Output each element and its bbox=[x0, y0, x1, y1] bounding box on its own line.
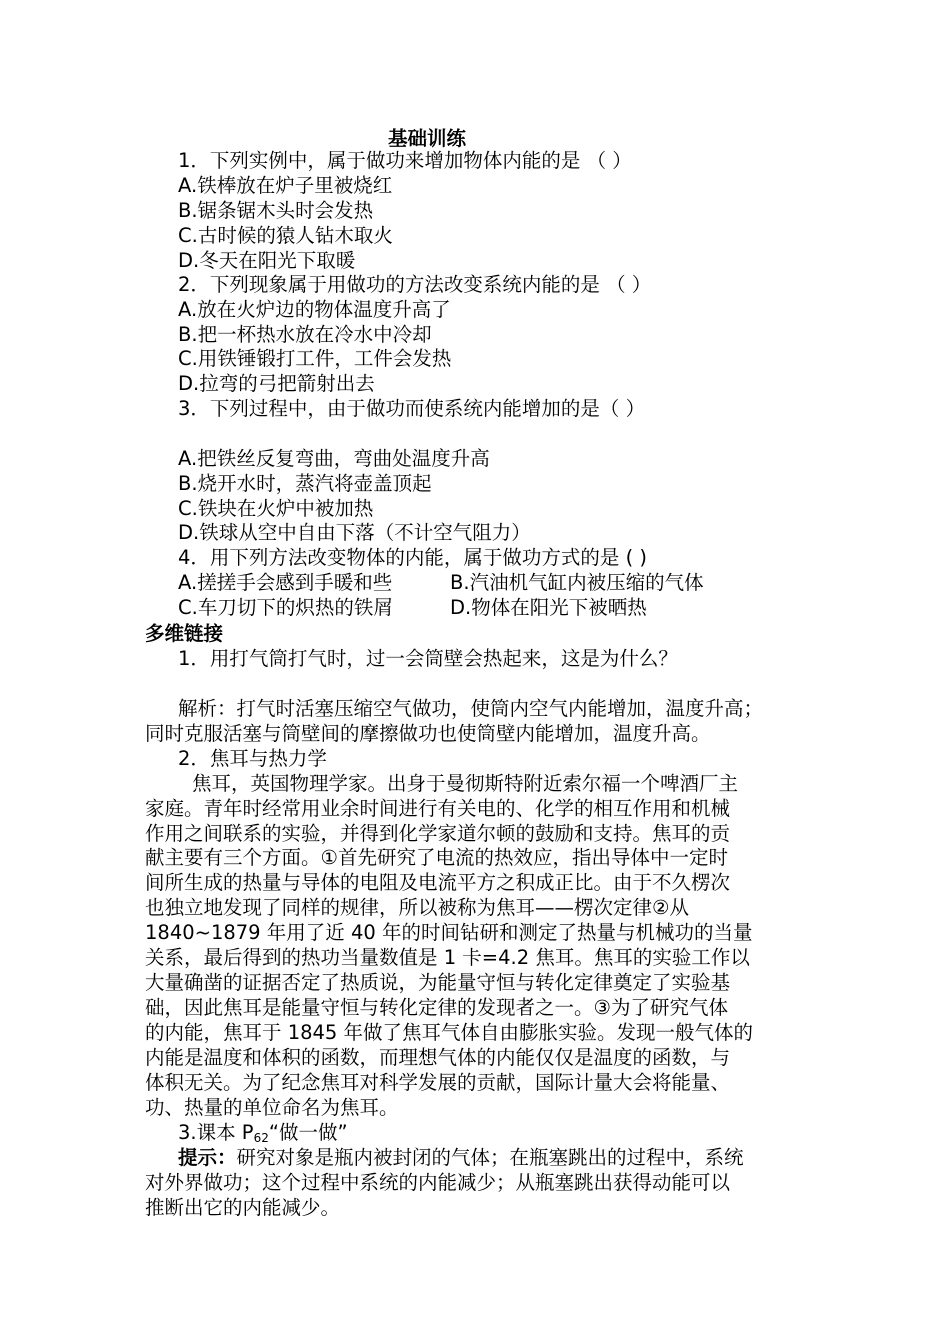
section-title-multi-link: 多维链接 bbox=[145, 622, 224, 645]
question-4-stem: 4．用下列方法改变物体的内能，属于做功方式的是 ( ) bbox=[178, 546, 648, 569]
link-1-analysis-line-2: 同时克服活塞与筒壁间的摩擦做功也使筒壁内能增加，温度升高。 bbox=[145, 722, 711, 745]
question-3-option-d: D.铁球从空中自由下落（不计空气阻力） bbox=[178, 521, 531, 544]
question-2-stem: 2．下列现象属于用做功的方法改变系统内能的是 （ ） bbox=[178, 273, 652, 296]
hint-text: 研究对象是瓶内被封闭的气体；在瓶塞跳出的过程中，系统 bbox=[236, 1146, 744, 1169]
link-3-hint-line-1 bbox=[178, 1146, 744, 1170]
question-2-option-a: A.放在火炉边的物体温度升高了 bbox=[178, 298, 451, 321]
link-1-question: 1．用打气筒打气时，过一会筒壁会热起来，这是为什么？ bbox=[178, 647, 678, 670]
link-3-hint-line-2: 对外界做功；这个过程中系统的内能减少；从瓶塞跳出获得动能可以 bbox=[145, 1171, 731, 1194]
joule-paragraph-line: 献主要有三个方面。①首先研究了电流的热效应，指出导体中一定时 bbox=[145, 846, 728, 869]
question-2-option-d: D.拉弯的弓把箭射出去 bbox=[178, 372, 375, 395]
question-4-options-row-2 bbox=[178, 596, 647, 620]
joule-paragraph-line: 体积无关。为了纪念焦耳对科学发展的贡献，国际计量大会将能量、 bbox=[145, 1071, 731, 1094]
joule-paragraph-line: 的内能，焦耳于 1845 年做了焦耳气体自由膨胀实验。发现一般气体的 bbox=[145, 1021, 754, 1044]
joule-paragraph-line: 家庭。青年时经常用业余时间进行有关电的、化学的相互作用和机械 bbox=[145, 797, 731, 820]
link-3-heading-page-subscript: 62 bbox=[253, 1131, 269, 1145]
joule-paragraph-line: 功、热量的单位命名为焦耳。 bbox=[145, 1096, 399, 1119]
question-4-option-c: C.车刀切下的炽热的铁屑 bbox=[178, 596, 393, 619]
question-3-stem: 3．下列过程中，由于做功而使系统内能增加的是（ ） bbox=[178, 397, 646, 420]
link-1-analysis-line-1: 解析：打气时活塞压缩空气做功，使筒内空气内能增加，温度升高； bbox=[178, 697, 764, 720]
question-3-option-b: B.烧开水时，蒸汽将壶盖顶起 bbox=[178, 472, 432, 495]
question-4-option-b: B.汽油机气缸内被压缩的气体 bbox=[450, 571, 704, 594]
link-3-heading-suffix: “做一做” bbox=[268, 1121, 348, 1144]
link-2-heading: 2．焦耳与热力学 bbox=[178, 747, 327, 770]
question-4-option-a: A.搓搓手会感到手暖和些 bbox=[178, 571, 393, 594]
question-4-options-row-1 bbox=[178, 571, 704, 595]
joule-paragraph-line: 也独立地发现了同样的规律，所以被称为焦耳——楞次定律②从 bbox=[145, 896, 689, 919]
question-1-option-a: A.铁棒放在炉子里被烧红 bbox=[178, 174, 393, 197]
joule-paragraph-line: 关系，最后得到的热功当量数值是 1 卡=4.2 焦耳。焦耳的实验工作以 bbox=[145, 946, 750, 969]
joule-paragraph-line: 大量确凿的证据否定了热质说，为能量守恒与转化定律奠定了实验基 bbox=[145, 971, 731, 994]
question-2-option-b: B.把一杯热水放在冷水中冷却 bbox=[178, 323, 432, 346]
joule-paragraph-line: 内能是温度和体积的函数，而理想气体的内能仅仅是温度的函数，与 bbox=[145, 1046, 731, 1069]
question-1-option-c: C.古时候的猿人钻木取火 bbox=[178, 224, 393, 247]
link-3-hint-line-3: 推断出它的内能减少。 bbox=[145, 1196, 341, 1219]
joule-paragraph-line: 础，因此焦耳是能量守恒与转化定律的发现者之一。③为了研究气体 bbox=[145, 996, 728, 1019]
section-title-basic-training: 基础训练 bbox=[388, 127, 467, 150]
joule-paragraph-line: 作用之间联系的实验，并得到化学家道尔顿的鼓励和支持。焦耳的贡 bbox=[145, 822, 731, 845]
question-1-option-d: D.冬天在阳光下取暖 bbox=[178, 249, 356, 272]
question-3-option-a: A.把铁丝反复弯曲，弯曲处温度升高 bbox=[178, 447, 490, 470]
question-2-option-c: C.用铁锤锻打工件，工件会发热 bbox=[178, 347, 452, 370]
question-3-option-c: C.铁块在火炉中被加热 bbox=[178, 497, 374, 520]
joule-paragraph-line: 1840~1879 年用了近 40 年的时间钻研和测定了热量与机械功的当量 bbox=[145, 921, 753, 944]
joule-paragraph-line: 间所生成的热量与导体的电阻及电流平方之积成正比。由于不久楞次 bbox=[145, 871, 731, 894]
question-1-option-b: B.锯条锯木头时会发热 bbox=[178, 199, 374, 222]
link-3-heading-prefix: 3.课本 P bbox=[178, 1121, 254, 1144]
question-1-stem: 1．下列实例中，属于做功来增加物体内能的是 （ ） bbox=[178, 149, 632, 172]
question-4-option-d: D.物体在阳光下被晒热 bbox=[450, 596, 647, 619]
joule-paragraph-line: 焦耳，英国物理学家。出身于曼彻斯特附近索尔福一个啤酒厂主 bbox=[192, 772, 739, 795]
link-3-heading bbox=[178, 1121, 348, 1145]
hint-label: 提示： bbox=[178, 1146, 237, 1169]
